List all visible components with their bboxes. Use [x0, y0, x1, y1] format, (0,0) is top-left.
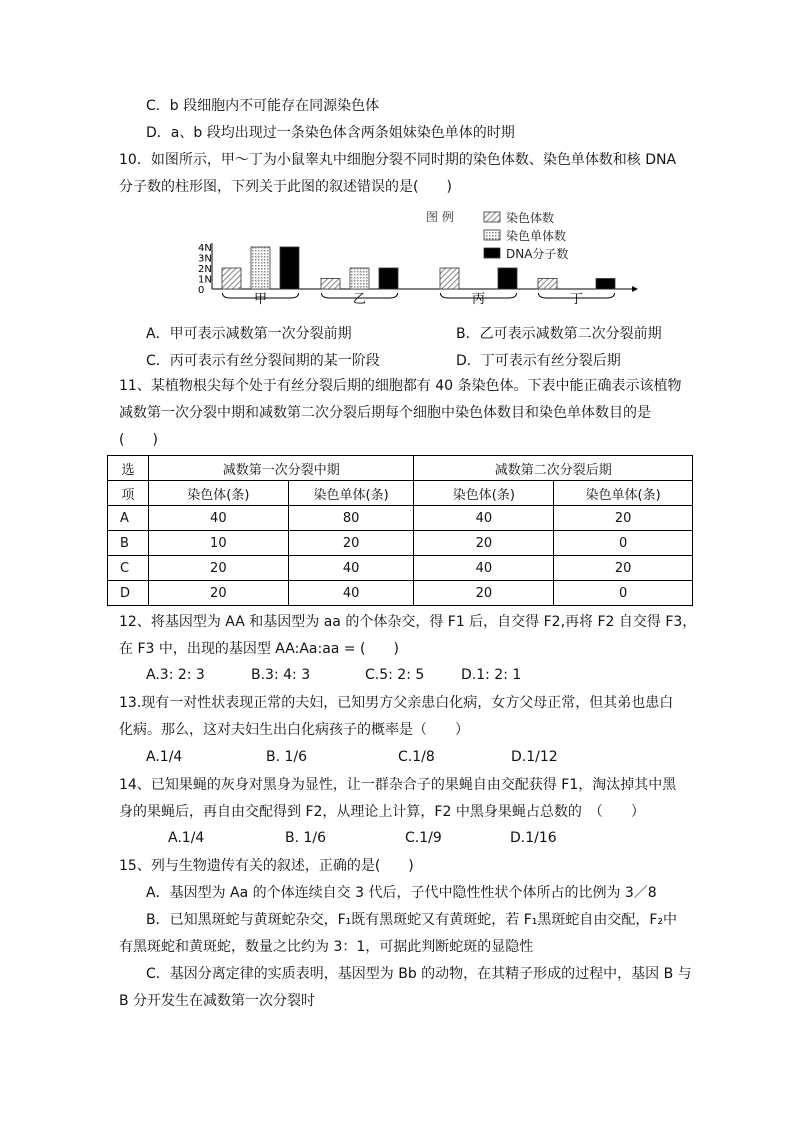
- q13-option-d: D.1/12: [511, 749, 558, 765]
- header-option-top: 选: [108, 456, 149, 481]
- category-label: 丙: [471, 292, 486, 305]
- header-group2: 减数第二次分裂后期: [414, 456, 693, 481]
- cell: 40: [148, 506, 288, 531]
- table-row: [108, 581, 693, 606]
- bar: [538, 279, 557, 290]
- bar: [321, 279, 340, 290]
- category-label: 丁: [569, 292, 584, 305]
- bar: [379, 268, 398, 289]
- q12-stem-line1: 12、将基因型为 AA 和基因型为 aa 的个体杂交，得 F1 后，自交得 F2,再将 F2 自交得 F3，: [119, 614, 697, 630]
- cell: 0: [554, 581, 693, 606]
- cell: 20: [288, 531, 414, 556]
- chart-legend: [426, 209, 568, 261]
- q14-stem-line1: 14、已知果蝇的灰身对黑身为显性，让一群杂合子的果蝇自由交配获得 F1，淘汰掉其中黑: [119, 777, 677, 793]
- cell: D: [108, 581, 149, 606]
- bar: [498, 268, 517, 289]
- q13-stem-line2: 化病。那么，这对夫妇生出白化病孩子的概率是（ ）: [119, 722, 469, 738]
- q14-stem-line2: 身的果蝇后，再自由交配得到 F2，从理论上计算，F2 中黑身果蝇占总数的 （ ）: [119, 804, 645, 820]
- y-tick-label: 2N: [198, 264, 212, 275]
- q15-option-b-line1: B．已知黑斑蛇与黄斑蛇杂交，F₁既有黑斑蛇又有黄斑蛇，若 F₁黑斑蛇自由交配，F₂中: [146, 912, 678, 928]
- header-option-bottom: 项: [108, 481, 149, 506]
- y-tick-label: 4N: [198, 243, 212, 254]
- cell: 40: [414, 556, 554, 581]
- header-sub1: 染色体(条): [148, 481, 288, 506]
- bar: [350, 268, 369, 289]
- q15-option-b-line2: 有黑斑蛇和黄斑蛇，数量之比约为 3：1，可据此判断蛇斑的显隐性: [119, 939, 534, 955]
- header-sub2: 染色单体(条): [288, 481, 414, 506]
- cell: 0: [554, 531, 693, 556]
- legend-swatch: [484, 212, 500, 222]
- bar: [596, 279, 615, 290]
- cell: B: [108, 531, 149, 556]
- q12-option-d: D.1: 2: 1: [461, 667, 522, 683]
- header-sub3: 染色体(条): [414, 481, 554, 506]
- q9-option-d: D．a、b 段均出现过一条染色体含两条姐妹染色单体的时期: [146, 125, 515, 141]
- q14-option-c: C.1/9: [405, 830, 442, 846]
- q12-stem-line2: 在 F3 中，出现的基因型 AA:Aa:aa = ( ): [119, 641, 399, 657]
- q11-table: [107, 455, 693, 606]
- q10-bar-chart: [180, 205, 640, 305]
- cell: 20: [414, 581, 554, 606]
- q13-option-b: B. 1/6: [266, 749, 308, 765]
- cell: 40: [288, 556, 414, 581]
- q12-option-b: B.3: 4: 3: [251, 667, 311, 683]
- cell: 10: [148, 531, 288, 556]
- legend-label: DNA分子数: [506, 247, 569, 261]
- q11-stem-line1: 11、某植物根尖每个处于有丝分裂后期的细胞都有 40 条染色体。下表中能正确表示该植物: [119, 378, 682, 394]
- q15-stem: 15、列与生物遗传有关的叙述，正确的是( ): [119, 858, 414, 874]
- table-row: [108, 506, 693, 531]
- cell: 20: [148, 556, 288, 581]
- cell: 40: [288, 581, 414, 606]
- q12-option-c: C.5: 2: 5: [365, 667, 425, 683]
- legend-swatch: [484, 230, 500, 240]
- category-label: 乙: [352, 292, 367, 305]
- q14-option-b: B. 1/6: [285, 830, 327, 846]
- bar: [251, 247, 270, 289]
- cell: A: [108, 506, 149, 531]
- legend-label: 染色体数: [506, 211, 555, 225]
- bar: [280, 247, 299, 289]
- header-group1: 减数第一次分裂中期: [148, 456, 414, 481]
- legend-title: 图 例: [426, 210, 454, 224]
- q9-option-c: C．b 段细胞内不可能存在同源染色体: [146, 98, 380, 114]
- legend-swatch: [484, 248, 500, 258]
- category-label: 甲: [253, 292, 268, 305]
- q14-option-a: A.1/4: [168, 830, 205, 846]
- cell: 80: [288, 506, 414, 531]
- bar: [222, 268, 241, 289]
- q12-option-a: A.3: 2: 3: [146, 667, 205, 683]
- q10-option-c: C．丙可表示有丝分裂间期的某一阶段: [146, 353, 380, 369]
- q13-option-a: A.1/4: [146, 749, 183, 765]
- bar: [440, 268, 459, 289]
- q15-option-c-line1: C．基因分离定律的实质表明，基因型为 Bb 的动物，在其精子形成的过程中，基因 B 与: [146, 966, 692, 982]
- q14-option-d: D.1/16: [510, 830, 557, 846]
- table-row: [108, 531, 693, 556]
- cell: C: [108, 556, 149, 581]
- x-axis-arrow: [632, 286, 638, 292]
- cell: 20: [554, 506, 693, 531]
- y-tick-label: 3N: [198, 253, 212, 265]
- q11-stem-line3: ( ): [119, 432, 158, 448]
- y-tick-label: 0: [198, 285, 205, 296]
- cell: 20: [554, 556, 693, 581]
- q10-stem-line2: 分子数的柱形图，下列关于此图的叙述错误的是( ): [119, 179, 452, 195]
- header-sub4: 染色单体(条): [554, 481, 693, 506]
- q13-option-c: C.1/8: [398, 749, 435, 765]
- table-row: [108, 556, 693, 581]
- cell: 20: [148, 581, 288, 606]
- q10-option-b: B．乙可表示减数第二次分裂前期: [456, 326, 662, 342]
- q13-stem-line1: 13.现有一对性状表现正常的夫妇，已知男方父亲患白化病，女方父母正常，但其弟也患白: [119, 695, 674, 711]
- q11-stem-line2: 减数第一次分裂中期和减数第二次分裂后期每个细胞中染色体数目和染色单体数目的是: [119, 405, 651, 421]
- q15-option-a: A．基因型为 Aa 的个体连续自交 3 代后，子代中隐性性状个体所占的比例为 3／8: [146, 885, 657, 901]
- q10-stem-line1: 10．如图所示，甲～丁为小鼠睾丸中细胞分裂不同时期的染色体数、染色单体数和核 DNA: [119, 152, 677, 168]
- q10-option-d: D．丁可表示有丝分裂后期: [456, 353, 621, 369]
- legend-label: 染色单体数: [506, 229, 567, 243]
- y-tick-label: 1N: [198, 274, 212, 286]
- q15-option-c-line2: B 分开发生在减数第一次分裂时: [119, 993, 316, 1009]
- cell: 20: [414, 531, 554, 556]
- q10-option-a: A．甲可表示减数第一次分裂前期: [146, 326, 352, 342]
- cell: 40: [414, 506, 554, 531]
